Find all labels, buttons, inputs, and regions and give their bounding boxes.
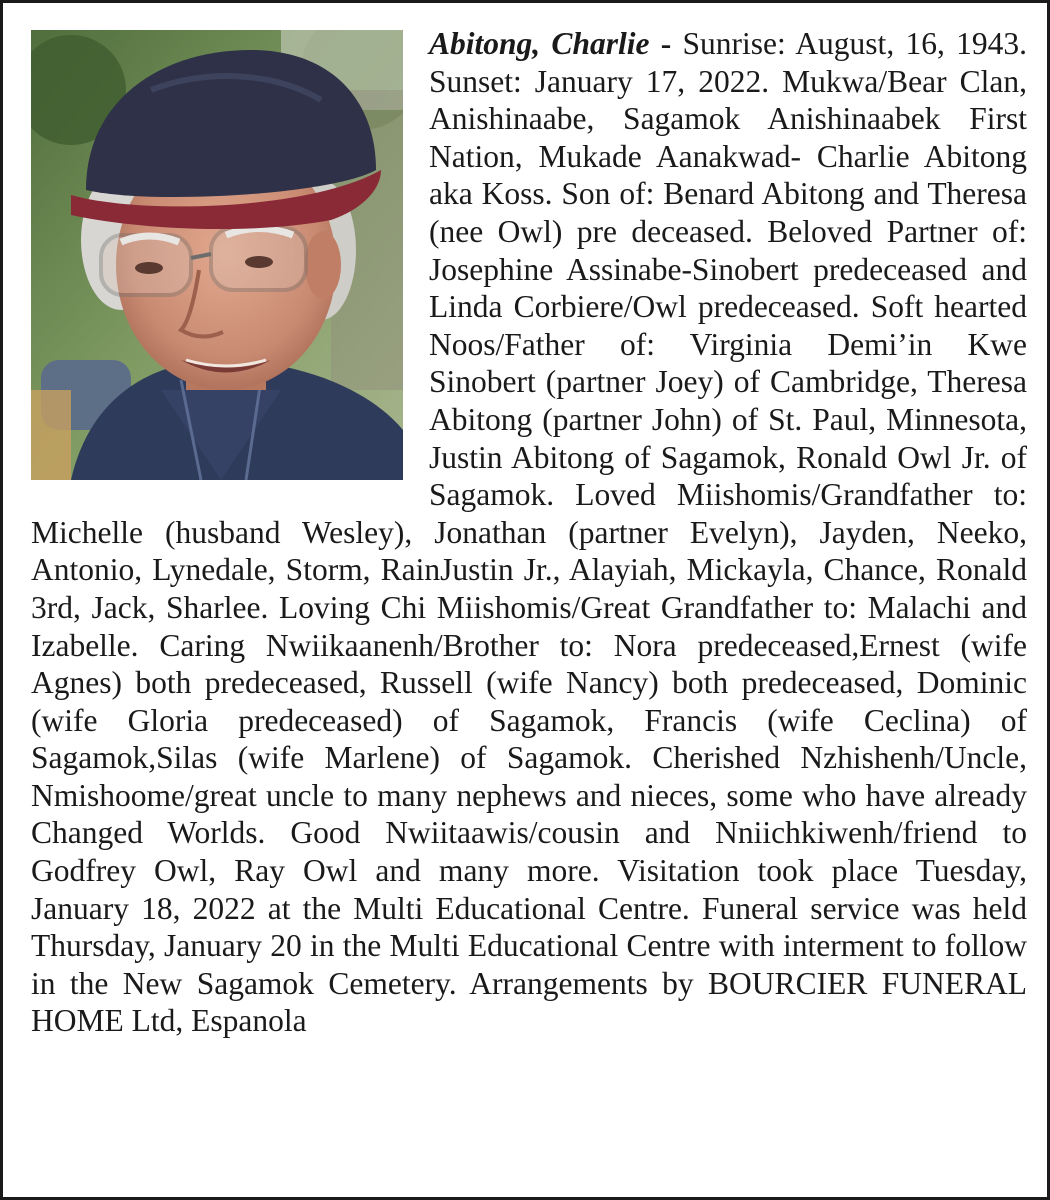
obituary-body: Sunrise: August, 16, 1943. Sunset: January 17, 2022. Mukwa/Bear Clan, Anishinaabe, Sagamok Anishinaabek First Nation, Mukade Aanakwad- Charlie Abitong aka Koss. Son of: Benard Abitong and Theresa (nee Owl) pre deceased. Beloved Partner of: Josephine Assinabe-Sinobert predeceased and Linda Corbiere/Owl predeceased. Soft hearted Noos/Father of: Virginia Demi’in Kwe Sinobert (partner Joey) of Cambridge, Theresa Abitong (partner John) of St. Paul, Minnesota, Justin Abitong of Sagamok, Ronald Owl Jr. of Sagamok. Loved Miishomis/Grandfather to: Michelle (husband Wesley), Jonathan (partner Evelyn), Jayden, Neeko, Antonio, Lynedale, Storm, RainJustin Jr., Alayiah, Mickayla, Chance, Ronald 3rd, Jack, Sharlee. Loving Chi Miishomis/Great Grandfather to: Malachi and Izabelle. Caring Nwiikaanenh/Brother to: Nora predeceased,Ernest (wife Agnes) both predeceased, Russell (wife Nancy) both predeceased, Dominic (wife Gloria predeceased) of Sagamok, Francis (wife Ceclina) of Sagamok,Silas (wife Marlene) of Sagamok. Cherished Nzhishenh/Uncle, Nmishoome/great uncle to many nephews and nieces, some who have already Changed Worlds. Good Nwiitaawis/cousin and Nniichkiwenh/friend to Godfrey Owl, Ray Owl and many more. Visitation took place Tuesday, January 18, 2022 at the Multi Educational Centre. Funeral service was held Thursday, January 20 in the Multi Educational Centre with interment to follow in the New Sagamok Cemetery. Arrangements by BOURCIER FUNERAL HOME Ltd, Espanola [31,26,1027,1039]
portrait-illustration [31,30,403,480]
deceased-name: Abitong, Charlie [429,26,650,61]
name-separator: - [649,26,683,61]
obituary-text [31,25,1027,1040]
portrait-photo [31,30,403,480]
